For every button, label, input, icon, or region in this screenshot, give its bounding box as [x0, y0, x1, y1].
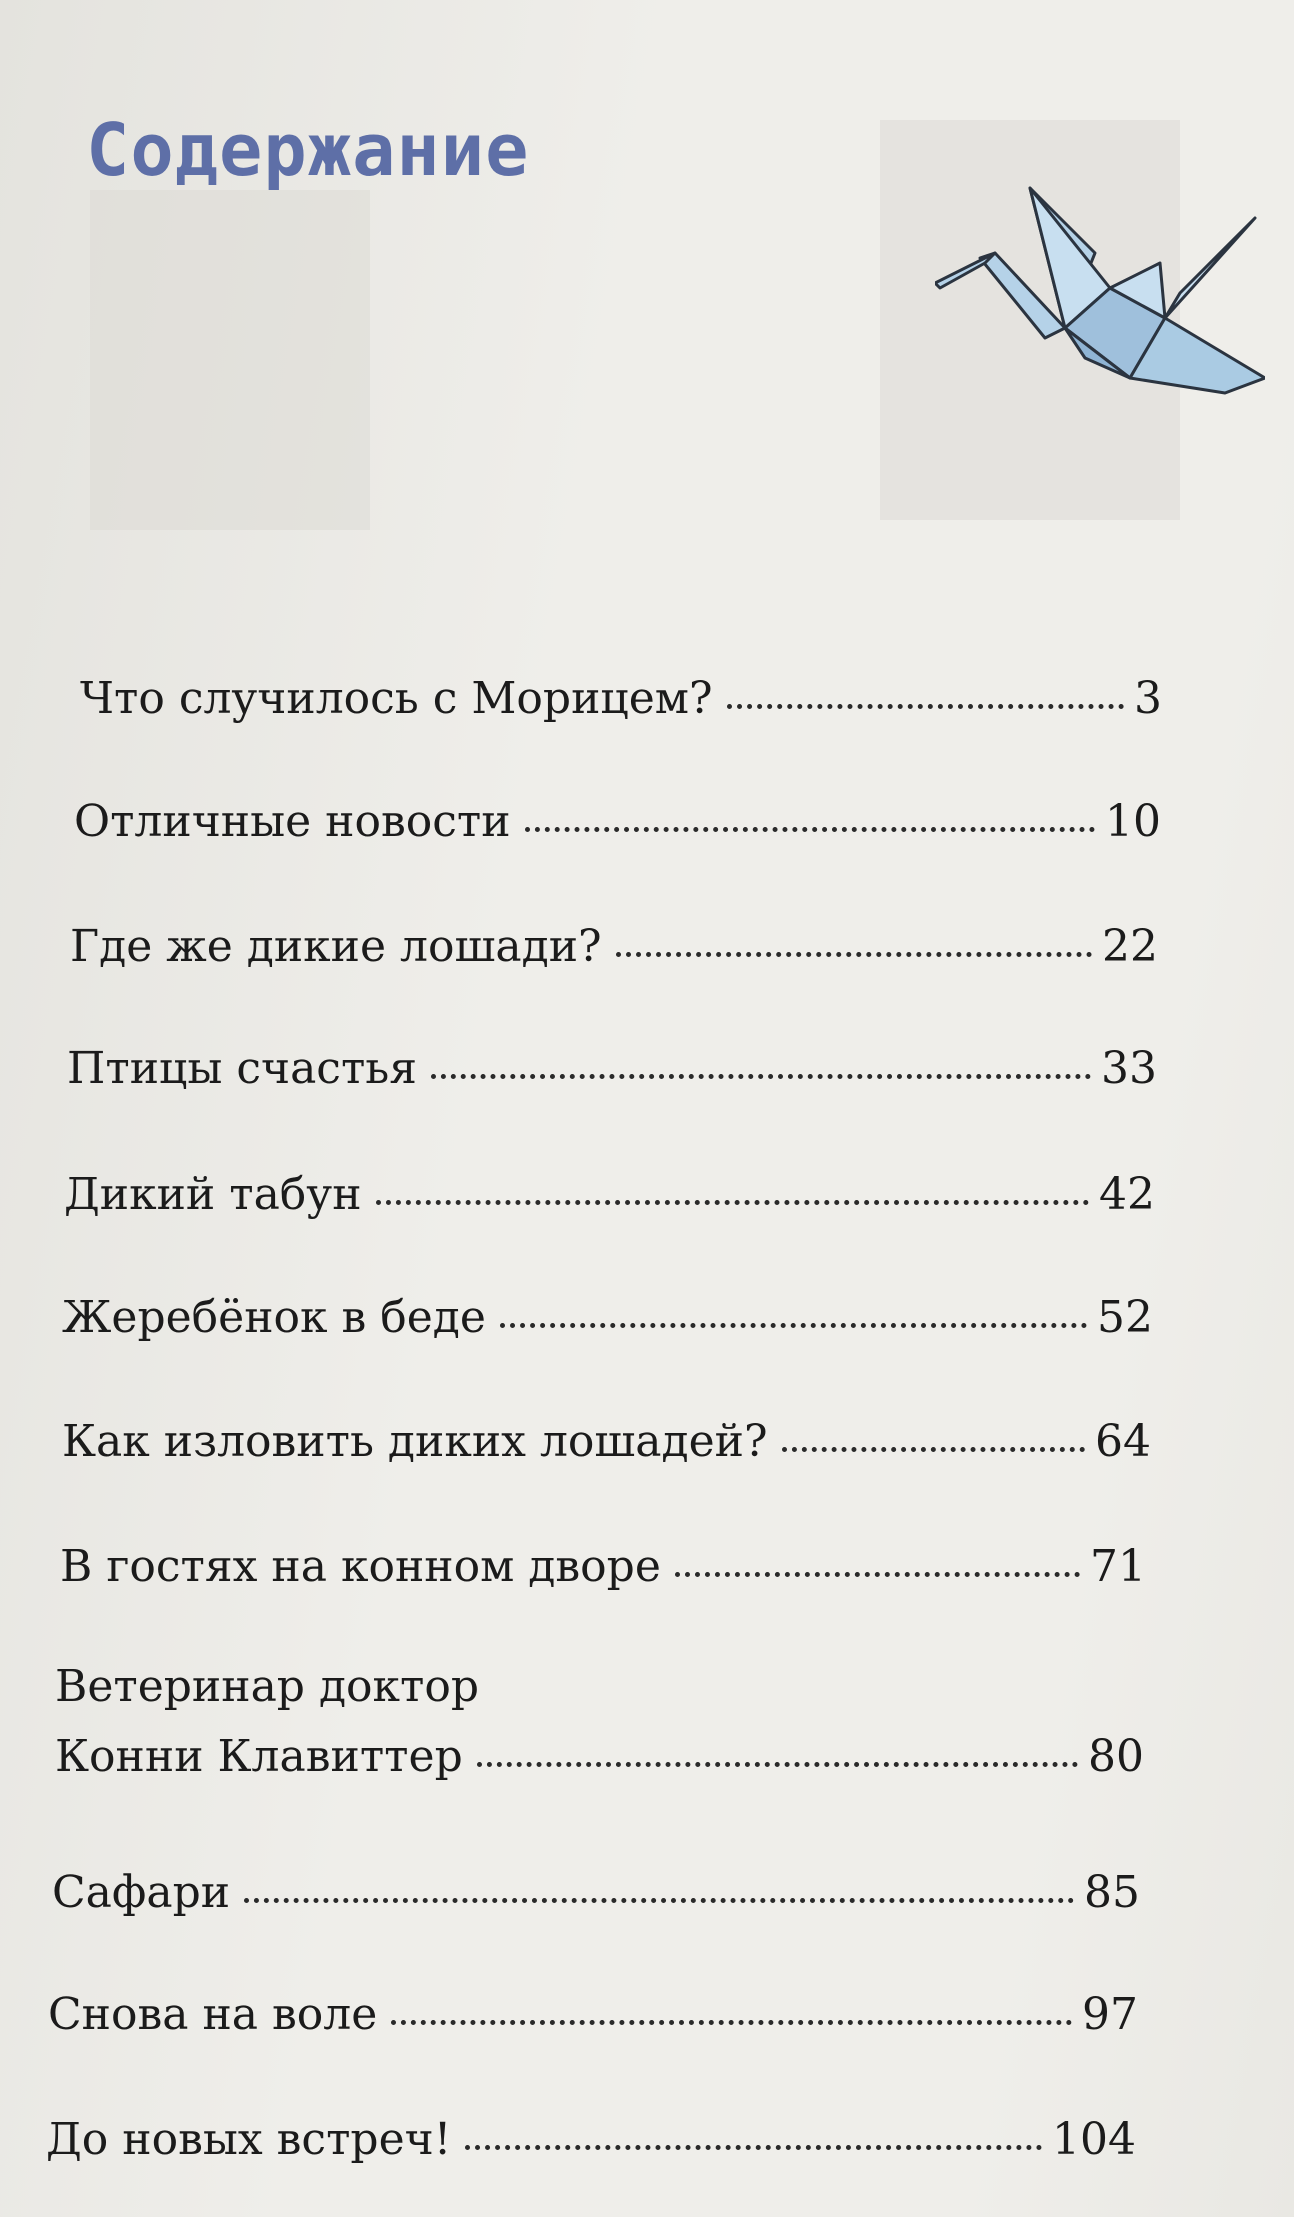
toc-entry[interactable] — [55, 1661, 1144, 1782]
dot-leader — [391, 2020, 1072, 2025]
toc-page-number: 10 — [1105, 796, 1161, 847]
dot-leader — [782, 1447, 1085, 1452]
toc-entry-title: Снова на воле — [48, 1989, 378, 2040]
toc-entry[interactable] — [80, 673, 1162, 724]
toc-page-number: 104 — [1052, 2114, 1136, 2165]
toc-page-number: 97 — [1082, 1989, 1138, 2040]
toc-entry[interactable] — [70, 921, 1158, 972]
toc-entry[interactable] — [62, 1416, 1151, 1467]
toc-entry-title: До новых встреч! — [46, 2114, 452, 2165]
toc-entry[interactable] — [46, 2114, 1136, 2165]
toc-entry-title: Отличные новости — [74, 796, 511, 847]
dot-leader — [525, 827, 1095, 832]
toc-entry-title-continued: Конни Клавиттер — [55, 1731, 463, 1782]
toc-page-number: 71 — [1090, 1541, 1146, 1592]
toc-page-number: 64 — [1095, 1416, 1151, 1467]
toc-entry-title: Ветеринар доктор — [55, 1661, 480, 1712]
toc-page-number: 52 — [1097, 1292, 1153, 1343]
dot-leader — [477, 1762, 1078, 1767]
toc-page-number: 3 — [1134, 673, 1162, 724]
dot-leader — [376, 1200, 1089, 1205]
toc-entry[interactable] — [60, 1541, 1146, 1592]
toc-page-number: 80 — [1088, 1731, 1144, 1782]
toc-entry[interactable] — [52, 1867, 1140, 1918]
toc-page-number: 42 — [1099, 1169, 1155, 1220]
dot-leader — [727, 704, 1124, 709]
dot-leader — [500, 1323, 1087, 1328]
toc-entry[interactable] — [64, 1169, 1155, 1220]
toc-entry-title: Птицы счастья — [67, 1043, 418, 1094]
toc-entry[interactable] — [67, 1043, 1157, 1094]
dot-leader — [616, 952, 1092, 957]
toc-entry-title: Сафари — [52, 1867, 231, 1918]
dot-leader — [244, 1898, 1074, 1903]
dot-leader — [431, 1074, 1091, 1079]
page-title: Содержание — [86, 108, 530, 192]
toc-page-number: 33 — [1101, 1043, 1157, 1094]
toc-entry-title: Как изловить диких лошадей? — [62, 1416, 768, 1467]
toc-entry-title: Дикий табун — [64, 1169, 362, 1220]
toc-entry-title: Что случилось с Морицем? — [80, 673, 713, 724]
toc-page-number: 22 — [1102, 921, 1158, 972]
dot-leader — [465, 2145, 1042, 2150]
toc-entry-title: В гостях на конном дворе — [60, 1541, 661, 1592]
toc-entry[interactable] — [74, 796, 1161, 847]
toc-entry-title: Жеребёнок в беде — [62, 1292, 486, 1343]
dot-leader — [675, 1572, 1080, 1577]
toc-entry[interactable] — [62, 1292, 1153, 1343]
toc-entry-title: Где же дикие лошади? — [70, 921, 602, 972]
toc-page-number: 85 — [1084, 1867, 1140, 1918]
toc-entry[interactable] — [48, 1989, 1138, 2040]
